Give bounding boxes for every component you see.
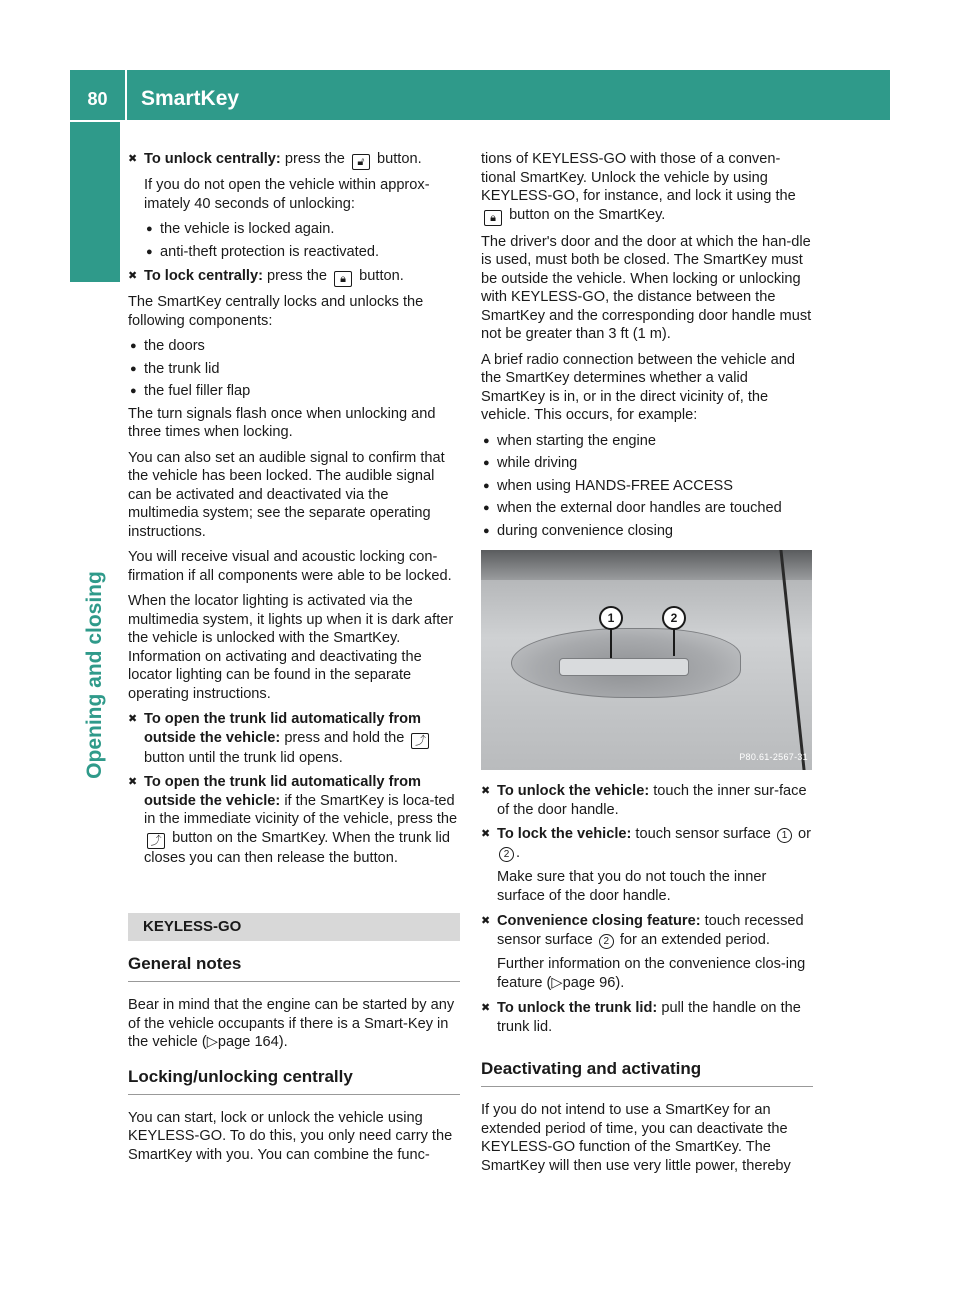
confirmation-text: You will receive visual and acoustic locking con-firmation if all components were able to be locked. [128,549,452,584]
chapter-label: Opening and closing [83,571,106,779]
unlock-icon: 🔓︎ [352,154,370,170]
list-item: ● the fuel filler flap [130,383,251,399]
list-item: ● anti-theft protection is reactivated. [146,243,380,260]
lock-icon: 🔒︎ [484,210,502,226]
step-arrow-icon: ✖ [481,1002,491,1014]
general-notes-text: Bear in mind that the engine can be started by any of the vehicle occupants if there is a Smart-Key in the vehicle (▷page 164). [128,997,455,1050]
components-intro: The SmartKey centrally locks and unlocks the following components: [128,294,424,329]
list-item: ● the vehicle is locked again. [146,221,335,237]
step-lock-vehicle: ✖ To lock the vehicle: touch sensor surface 1 or 2 . [481,826,812,861]
list-item: ● when using HANDS-FREE ACCESS [483,477,734,494]
callout-ref-1: 1 [777,828,792,843]
page-header [70,70,890,120]
trunk-icon: ⤴︎ [147,833,165,849]
locking-unlocking-heading: Locking/unlocking centrally [128,1066,460,1095]
step-unlock-vehicle: ✖ To unlock the vehicle: touch the inner sur-face of the door handle. [481,783,807,818]
turn-signal-text: The turn signals flash once when unlocking and three times when locking. [128,405,436,440]
list-item: ● when starting the engine [483,432,657,449]
step-arrow-icon: ✖ [128,776,138,788]
door-gap-line [779,550,805,770]
page-ref-arrow-icon: ▷ [551,974,563,991]
page-ref-arrow-icon: ▷ [206,1034,218,1050]
callout-leader-2 [673,626,675,656]
doors-closed-text: The driver's door and the door at which the han-dle is used, must both be closed. The SmartKey must be outside the vehicle. When locking or unlocking with KEYLESS-GO, the distance between the SmartKey and the corresponding door handle must not be greater than 3 ft (1 m). [481,233,812,342]
step-arrow-icon: ✖ [128,713,138,725]
keyless-combine-text: tions of KEYLESS-GO with those of a conven-tional SmartKey. Unlock the vehicle by using KEYLESS-GO, for instance, and lock it using the 🔒︎ button on the SmartKey. [481,151,796,224]
handle-recess [559,658,689,676]
general-notes-heading: General notes [128,953,460,982]
callout-ref-2: 2 [499,847,514,862]
list-item: ● the trunk lid [130,360,220,377]
lock-icon: 🔒︎ [334,271,352,287]
deactivating-heading: Deactivating and activating [481,1058,813,1087]
callout-ref-2: 2 [599,934,614,949]
page-number: 80 [87,89,108,109]
step-unlock-trunk: ✖ To unlock the trunk lid: pull the handle on the trunk lid. [481,1000,801,1035]
lock-note: Make sure that you do not touch the inner surface of the door handle. [497,869,767,904]
page-reference-link[interactable]: page 164 [217,1034,279,1050]
callout-leader-1 [610,626,612,658]
convenience-note: Further information on the convenience clos-ing feature (▷page 96). [497,956,806,991]
deactivating-text: If you do not intend to use a SmartKey for an extended period of time, you can deactivate the KEYLESS-GO function of the SmartKey. The SmartKey will then use very little power, thereby [481,1102,791,1174]
step-unlock-centrally: ✖ To unlock centrally: press the 🔓︎ button. [128,151,422,168]
step-open-trunk-vicinity: ✖ To open the trunk lid automatically from outside the vehicle: if the SmartKey is loca-ted in the immediate vicinity of the vehicle, press the ⤴︎ button on the SmartKey. When the trunk lid closes you can then release the button. [128,774,458,866]
audible-signal-text: You can also set an audible signal to confirm that the vehicle has been locked. The audible signal can be activated and deactivated via the multimedia system; see the separate operating instructions. [128,449,445,540]
step-arrow-icon: ✖ [128,153,138,165]
window-edge [481,550,812,580]
step-arrow-icon: ✖ [481,915,491,927]
step-lock-centrally: ✖ To lock centrally: press the 🔒︎ button. [128,268,404,285]
step-convenience-closing: ✖ Convenience closing feature: touch recessed sensor surface 2 for an extended period. [481,913,804,948]
list-item: ● while driving [483,455,578,471]
locator-lighting-text: When the locator lighting is activated via the multimedia system, it lights up when it is dark after the vehicle is unlocked with the SmartKey. Information on activating and deactivating the locator lighting can be found in the separate operating instructions. [128,593,454,702]
section-title: SmartKey [141,87,240,110]
chapter-tab [70,122,120,282]
image-reference: P80.61-2567-31 [739,751,808,762]
step-arrow-icon: ✖ [481,828,491,840]
right-column [481,150,813,1182]
door-handle-photo [481,550,812,770]
callout-2: 2 [662,606,686,630]
header-divider [125,70,127,120]
callout-1: 1 [599,606,623,630]
unlock-note: If you do not open the vehicle within approx-imately 40 seconds of unlocking: [144,177,430,212]
locking-unlocking-text: You can start, lock or unlock the vehicle using KEYLESS-GO. To do this, you only need carry the SmartKey with you. You can combine the func- [128,1109,453,1163]
radio-connection-text: A brief radio connection between the vehicle and the SmartKey determines whether a valid SmartKey is in, or in the direct vicinity of, the vehicle. This occurs, for example: [481,351,795,423]
left-column [128,150,460,1171]
page-reference-link[interactable]: page 96 [562,974,616,991]
step-arrow-icon: ✖ [481,785,491,797]
keyless-go-heading: KEYLESS-GO [128,913,460,941]
list-item: ● the doors [130,338,205,354]
step-arrow-icon: ✖ [128,270,138,282]
trunk-icon: ⤴︎ [411,733,429,749]
list-item: ● during convenience closing [483,522,674,539]
step-open-trunk-hold: ✖ To open the trunk lid automatically from outside the vehicle: press and hold the ⤴︎ button until the trunk lid opens. [128,710,460,767]
list-item: ● when the external door handles are touched [483,500,782,516]
